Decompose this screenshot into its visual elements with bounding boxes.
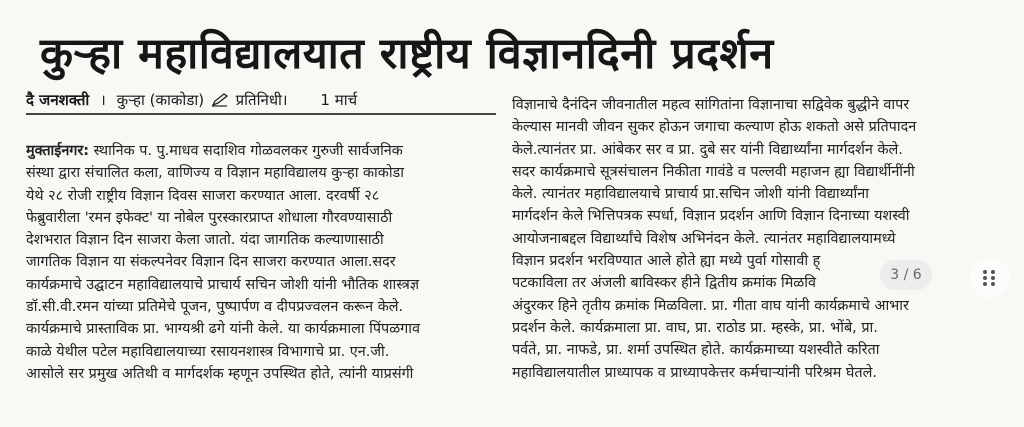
article-column-right (512, 94, 990, 384)
text-line-content: स्थानिक प. पु.माधव सदाशिव गोळवलकर गुरुजी सार्वजनिक (89, 143, 403, 159)
text-line: येथे २८ रोजी राष्ट्रीय विज्ञान दिवस साजरा करण्यात आला. दरवर्षी २८ (26, 187, 380, 204)
text-line: मार्गदर्शन केले भित्तिपत्रक स्पर्धा, विज्ञान प्रदर्शन आणि विज्ञान दिनाच्या यशस्वी (512, 208, 910, 225)
text-line: कार्यक्रमाचे उद्घाटन महाविद्यालयाचे प्राचार्य सचिन जोशी यांनी भौतिक शास्त्रज्ञ (26, 276, 420, 293)
lead-label: मुक्ताईनगर: (26, 143, 90, 159)
text-line: डॉ.सी.वी.रमन यांच्या प्रतिमेचे पूजन, पुष्पार्पण व दीपप्रज्वलन करून केले. (26, 299, 404, 316)
text-line: अंदुरकर हिने तृतीय क्रमांक मिळविला. प्रा. गीता वाघ यांनी कार्यक्रमाचे आभार (512, 297, 909, 314)
text-line: पर्वते, प्रा. नाफडे, प्रा. शर्मा उपस्थित होते. कार्यक्रमाच्या यशस्वीते करिता (512, 342, 880, 359)
text-line: सदर कार्यक्रमाचे सूत्रसंचालन निकीता गावंडे व पल्लवी महाजन ह्या विद्यार्थीनींनी (512, 163, 915, 180)
text-line: आयोजनाबद्दल विद्यार्थ्यांचे विशेष अभिनंदन केले. त्यानंतर महाविद्यालयामध्ये (512, 230, 896, 247)
text-line: आसोले सर प्रमुख अतिथी व मार्गदर्शक म्हणून उपस्थित होते, त्यांनी याप्रसंगी (26, 365, 414, 382)
grid-view-button[interactable] (970, 258, 1010, 298)
text-line: पटकाविला तर अंजली बाविस्कर हीने द्वितीय क्रमांक मिळवि (512, 275, 816, 292)
dateline-date: 1 मार्च (320, 91, 358, 109)
dateline-reporter: प्रतिनिधी। (235, 91, 288, 109)
dateline-separator: । (100, 91, 106, 109)
headline: कुऱ्हा महाविद्यालयात राष्ट्रीय विज्ञानदिनी प्रदर्शन (40, 29, 774, 79)
text-line: विज्ञान प्रदर्शन भरविण्यात आले होते ह्या मध्ये पुर्वा गोसावी ह् (512, 253, 821, 270)
text-line: प्रदर्शन केले. कार्यक्रमाला प्रा. वाघ, प्रा. राठोड प्रा. म्हस्के, प्रा. भोंबे, प्रा. (512, 319, 878, 336)
pen-icon (211, 93, 229, 107)
text-line: फेब्रुवारीला 'रमन इफेक्ट' या नोबेल पुरस्कारप्राप्त शोधाला गौरवण्यासाठी (26, 209, 393, 226)
grid-dots-icon (981, 269, 999, 287)
page-indicator: 3 / 6 (880, 260, 932, 290)
text-line: काळे येथील पटेल महाविद्यालयाच्या रसायनशास्त्र विभागाचे प्रा. एन.जी. (26, 343, 390, 360)
text-line: केल्यास मानवी जीवन सुकर होऊन जगाचा कल्याण होऊ शकतो असे प्रतिपादन (512, 119, 917, 136)
text-line: विज्ञानाचे दैनंदिन जीवनातील महत्व सांगितांना विज्ञानाचा सद्विवेक बुद्धीने वापर (512, 97, 910, 113)
newspaper-name: दै जनशक्ती (26, 91, 90, 109)
text-line (26, 140, 498, 162)
dateline (26, 90, 496, 110)
dateline-rule (26, 113, 496, 115)
text-line: केले.त्यानंतर प्रा. आंबेकर सर व प्रा. दुबे सर यांनी विद्यार्थ्यांना मार्गदर्शन केले. (512, 141, 903, 158)
text-line: संस्था द्वारा संचालित कला, वाणिज्य व विज्ञान महाविद्यालय कुऱ्हा काकोडा (26, 165, 404, 182)
text-line: देशभरात विज्ञान दिन साजरा केला जातो. यंदा जागतिक कल्याणासाठी (26, 232, 384, 249)
text-line: कार्यक्रमाचे प्रास्ताविक प्रा. भाग्यश्री ढगे यांनी केले. या कार्यक्रमाला पिंपळगाव (26, 321, 420, 338)
dateline-place: कुऱ्हा (काकोडा) (116, 91, 205, 109)
article-column-left (26, 140, 498, 385)
text-line: केले. त्यानंतर महाविद्यालयाचे प्राचार्य प्रा.सचिन जोशी यांनी विद्यार्थ्यांना (512, 186, 869, 203)
text-line: महाविद्यालयातील प्राध्यापक व प्राध्यापकेत्तर कर्मचाऱ्यांनी परिश्रम घेतले. (512, 364, 877, 381)
text-line: जागतिक विज्ञान या संकल्पनेवर विज्ञान दिन साजरा करण्यात आला.सदर (26, 254, 396, 271)
